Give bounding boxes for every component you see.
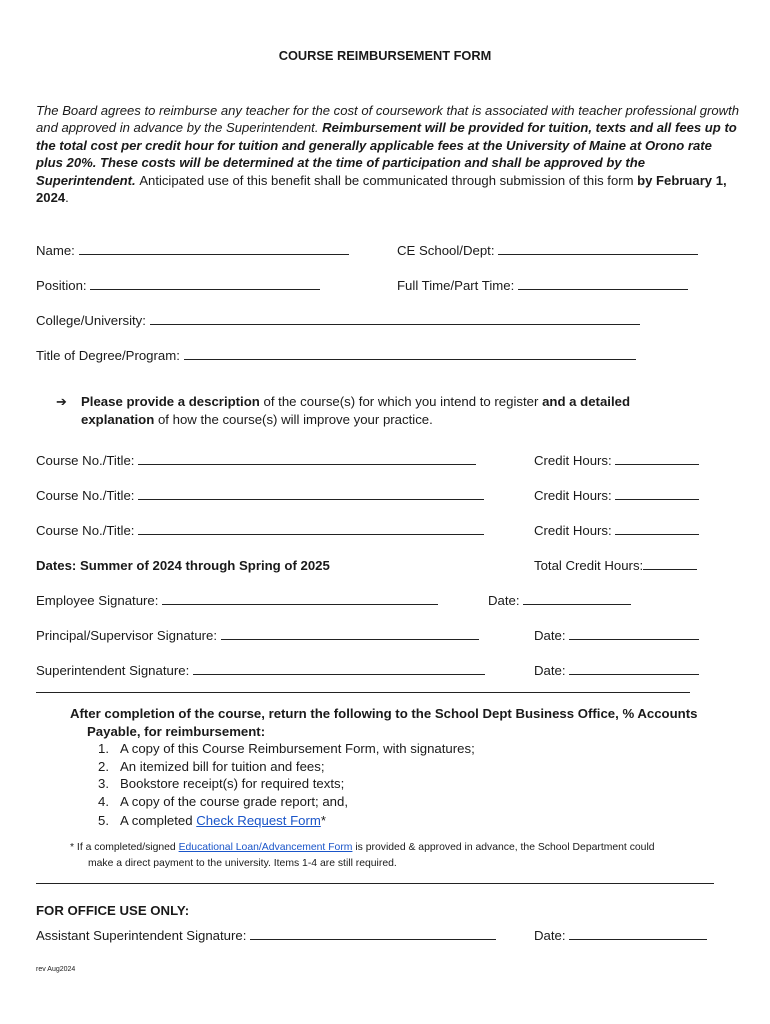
note-pre: * If a completed/signed <box>70 842 176 853</box>
educational-loan-form-link[interactable]: Educational Loan/Advancement Form <box>178 842 353 853</box>
list-item-text: A completed <box>120 813 193 828</box>
position-line[interactable] <box>90 278 320 290</box>
employee-date-field[interactable] <box>488 593 631 608</box>
course-line[interactable] <box>138 488 484 500</box>
note-post: is provided & approved in advance, the School Department could <box>355 842 655 853</box>
name-line[interactable] <box>79 243 349 255</box>
form-title: COURSE REIMBURSEMENT FORM <box>278 48 492 63</box>
course-line[interactable] <box>138 453 476 465</box>
office-use-heading: FOR OFFICE USE ONLY: <box>36 903 190 918</box>
degree-line[interactable] <box>184 348 636 360</box>
footnote <box>70 840 720 871</box>
divider <box>36 692 690 693</box>
divider <box>36 883 714 884</box>
college-line[interactable] <box>150 313 640 325</box>
intro-italic: The Board agrees to reimburse any teacher for the cost of coursework that is associated with teacher professional growth and approved in advance by the Superintendent. <box>36 103 740 136</box>
superintendent-signature-field[interactable] <box>36 663 485 678</box>
superintendent-signature-line[interactable] <box>193 663 485 675</box>
employee-signature-label: Employee Signature: <box>36 593 159 608</box>
course-label: Course No./Title: <box>36 453 135 468</box>
asst-date-field[interactable] <box>534 928 707 943</box>
principal-signature-label: Principal/Supervisor Signature: <box>36 628 218 643</box>
superintendent-date-label: Date: <box>534 663 566 678</box>
name-label: Name: <box>36 243 75 258</box>
list-item <box>98 740 750 758</box>
credit-hours-line[interactable] <box>615 488 699 500</box>
credit-hours-field-3[interactable] <box>534 523 699 538</box>
list-number: 3. <box>98 776 109 791</box>
employee-date-line[interactable] <box>523 593 631 605</box>
after-heading-line-1: After completion of the course, return the following to the School Dept Business Office, % Accounts <box>70 706 698 721</box>
credit-hours-field-2[interactable] <box>534 488 699 503</box>
after-completion-section <box>70 705 750 830</box>
desc-plain-2: of how the course(s) will improve your practice. <box>157 411 433 427</box>
course-label: Course No./Title: <box>36 488 135 503</box>
list-item-text: An itemized bill for tuition and fees; <box>120 758 325 774</box>
asst-signature-label: Assistant Superintendent Signature: <box>36 928 247 943</box>
intro-paragraph <box>36 102 740 206</box>
credit-hours-label: Credit Hours: <box>534 488 612 503</box>
position-label: Position: <box>36 278 87 293</box>
principal-signature-line[interactable] <box>221 628 479 640</box>
list-item <box>98 758 750 776</box>
asst-date-line[interactable] <box>569 928 707 940</box>
name-field[interactable] <box>36 243 349 258</box>
asterisk: * <box>320 813 326 828</box>
desc-bold-1: Please provide a description <box>81 394 260 409</box>
course-line[interactable] <box>138 523 484 535</box>
credit-hours-label: Credit Hours: <box>534 453 612 468</box>
credit-hours-line[interactable] <box>615 453 699 465</box>
employee-signature-field[interactable] <box>36 593 438 608</box>
full-part-time-line[interactable] <box>518 278 688 290</box>
list-number: 4. <box>98 793 109 809</box>
course-field-3[interactable] <box>36 523 484 538</box>
employee-signature-line[interactable] <box>162 593 438 605</box>
intro-plain: Anticipated use of this benefit shall be communicated through submission of this form <box>139 172 634 188</box>
note-line-2: make a direct payment to the university. Items 1-4 are still required. <box>88 857 397 869</box>
dates-label: Dates: Summer of 2024 through Spring of 2025 <box>36 558 330 573</box>
college-field[interactable] <box>36 313 640 328</box>
after-completion-heading <box>70 705 750 740</box>
list-item <box>98 775 750 793</box>
asst-signature-line[interactable] <box>250 928 496 940</box>
asst-date-label: Date: <box>534 928 566 943</box>
desc-bold-2: and a detailed explanation <box>81 394 631 427</box>
list-number: 1. <box>98 741 109 756</box>
total-credit-label: Total Credit Hours: <box>534 558 644 573</box>
total-credit-field[interactable] <box>534 558 697 573</box>
list-item-text: A copy of this Course Reimbursement Form, with signatures; <box>120 741 475 756</box>
employee-date-label: Date: <box>488 593 520 608</box>
superintendent-date-line[interactable] <box>569 663 699 675</box>
list-item-text: A copy of the course grade report; and, <box>120 793 348 809</box>
course-field-1[interactable] <box>36 453 476 468</box>
description-instruction <box>56 393 696 428</box>
list-item <box>98 812 750 830</box>
course-label: Course No./Title: <box>36 523 135 538</box>
total-credit-line[interactable] <box>643 558 697 570</box>
revision-label: rev Aug2024 <box>36 966 76 973</box>
full-part-time-label: Full Time/Part Time: <box>397 278 515 293</box>
superintendent-date-field[interactable] <box>534 663 699 678</box>
full-part-time-field[interactable] <box>397 278 688 293</box>
position-field[interactable] <box>36 278 320 293</box>
list-number: 2. <box>98 758 109 774</box>
ce-school-field[interactable] <box>397 243 698 258</box>
intro-bold-italic: Reimbursement will be provided for tuition, texts and all fees up to the total cost per credit hour for tuition and generally applicable fees at the University of Maine at Orono rate plus 20%. These costs will be determined at the time of participation and shall be approved by the Superintendent. <box>36 120 737 188</box>
course-field-2[interactable] <box>36 488 484 503</box>
return-items-list <box>98 740 750 830</box>
degree-label: Title of Degree/Program: <box>36 348 180 363</box>
ce-school-label: CE School/Dept: <box>397 243 495 258</box>
degree-field[interactable] <box>36 348 636 363</box>
principal-signature-field[interactable] <box>36 628 479 643</box>
superintendent-signature-label: Superintendent Signature: <box>36 663 190 678</box>
check-request-form-link[interactable]: Check Request Form <box>196 813 321 828</box>
intro-end: . <box>65 190 69 206</box>
college-label: College/University: <box>36 313 146 328</box>
after-heading-line-2: Payable, for reimbursement: <box>87 723 266 739</box>
credit-hours-field-1[interactable] <box>534 453 699 468</box>
ce-school-line[interactable] <box>498 243 698 255</box>
intro-deadline: by February 1, 2024 <box>36 172 727 206</box>
principal-date-label: Date: <box>534 628 566 643</box>
list-item <box>98 793 750 811</box>
list-number: 5. <box>98 813 109 828</box>
credit-hours-label: Credit Hours: <box>534 523 612 538</box>
principal-date-line[interactable] <box>569 628 699 640</box>
desc-plain-1: of the course(s) for which you intend to register <box>263 394 539 409</box>
asst-superintendent-signature-field[interactable] <box>36 928 496 943</box>
credit-hours-line[interactable] <box>615 523 699 535</box>
list-item-text: Bookstore receipt(s) for required texts; <box>120 776 345 791</box>
arrow-icon: ➔ <box>56 394 67 409</box>
principal-date-field[interactable] <box>534 628 699 643</box>
